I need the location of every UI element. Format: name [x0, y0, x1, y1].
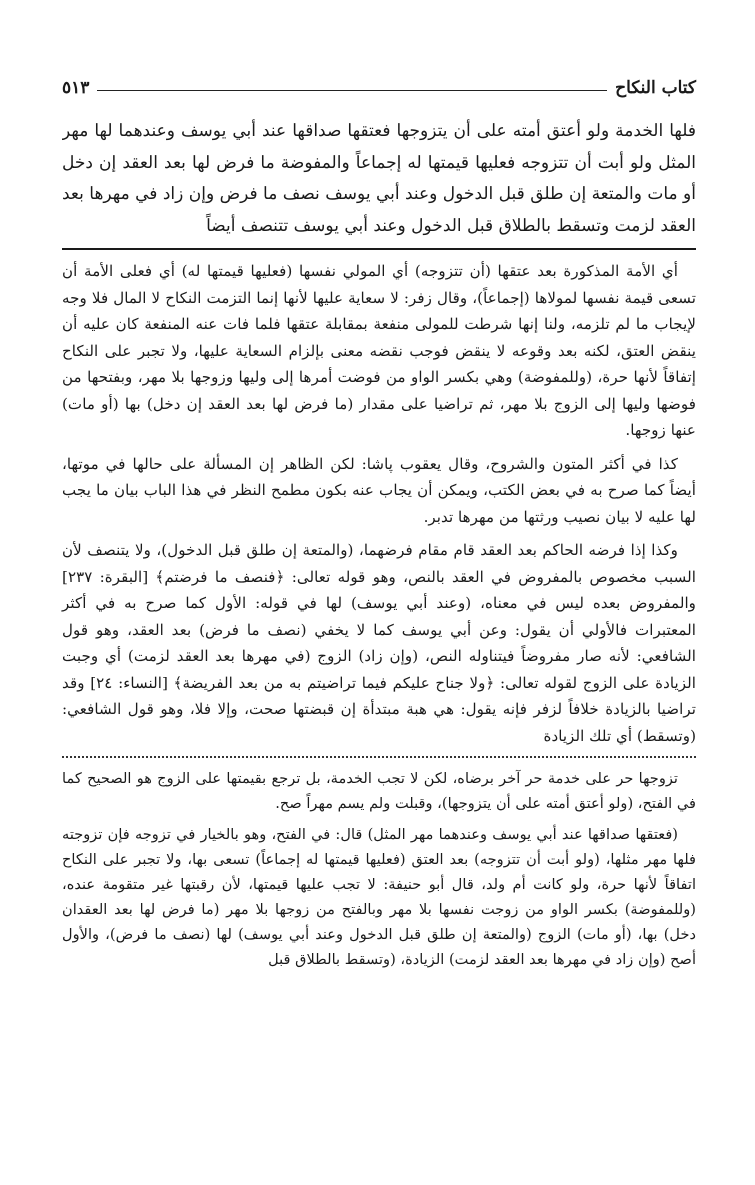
section-divider — [62, 248, 696, 250]
commentary — [62, 258, 696, 749]
main-text: فلها الخدمة ولو أعتق أمته على أن يتزوجها فعتقها صداقها عند أبي يوسف وعندهما لها مهر المثل ولو أبت أن تتزوجه فعليها قيمتها له إجماعاً والمفوضة ما فرض لها بعد العقد إن دخل أو مات والمتعة إن طلق قبل الدخول وعند أبي يوسف نصف ما فرض وإن زاد في مهرها بعد العقد لزمت وتسقط بالطلاق قبل الدخول وعند أبي يوسف تتنصف أيضاً — [62, 121, 696, 236]
footnote-section — [62, 766, 696, 972]
footnote-paragraph: (فعتقها صداقها عند أبي يوسف وعندهما مهر المثل) قال: في الفتح، وهو بالخيار في تزوجه فإن تزوجته فلها مهر مثلها، (ولو أبت أن تتزوجه) بعد العتق (فعليها قيمتها له إجماعاً) تسعى بها، ولا تجبر على النكاح اتفاقاً لأنها حرة، ولو كانت أم ولد، قال أبو حنيفة: لا تجب عليها قيمتها، لأن رقبتها غير متقومة عنده، (وللمفوضة) بكسر الواو من زوجت نفسها بلا مهر وبالفتح من زوجها بلا مهر (ما فرض لها بعد العقدان دخل) بها، (أو مات) الزوج (والمتعة إن طلق قبل الدخول وعند أبي يوسف) لها (نصف ما فرض)، والأول أصح (وإن زاد في مهرها بعد العقد لزمت) الزيادة، (وتسقط بالطلاق قبل — [62, 826, 696, 968]
document-page — [62, 70, 696, 978]
footnote-paragraph: تزوجها حر على خدمة حر آخر برضاه، لكن لا تجب الخدمة، بل ترجع بقيمتها على الزوج هو الصحيح كما في الفتح، (ولو أعتق أمته على أن يتزوجها)، وقبلت ولم يسم مهراً صح. — [62, 770, 696, 812]
running-header — [62, 70, 696, 106]
book-title: كتاب النكاح — [615, 78, 696, 98]
dotted-separator — [62, 756, 696, 758]
page-number: ٥١٣ — [62, 78, 90, 98]
commentary-paragraph: أي الأمة المذكورة بعد عتقها (أن تتزوجه) أي المولي نفسها (فعليها قيمتها له) أي فعلى الأمة أن تسعى قيمة نفسها لمولاها (إجماعاً)، وقال زفر: لا سعاية عليها لأنها إنما التزمت النكاح لا المال فلا وجه لإيجاب ما لم تلزمه، ولنا إنها شرطت للمولى منفعة بمقابلة عتقها فلما فات عنه المنفعة كان عليه أن ينقض العتق، لكنه بعد وقوعه لا ينقض فوجب نقضه معنى بإلزام السعاية عليها، ولا تجبر على النكاح إتفاقاً لأنها حرة، (وللمفوضة) وهي بكسر الواو من فوضت أمرها إلى وليها وزوجها بلا مهر، وبفتحها من فوضها وليها إلى الزوج بلا مهر، ثم تراضيا على مقدار (ما فرض لها بعد العقد إن دخل) بها (أو مات) عنها زوجها. — [62, 262, 696, 439]
header-rule — [97, 90, 607, 91]
commentary-paragraph: كذا في أكثر المتون والشروح، وقال يعقوب پاشا: لكن الظاهر إن المسألة على حالها في موتها، أيضاً كما صرح به في بعض الكتب، ويمكن أن يجاب عنه بكون مطمح النظر في هذا الباب بيان ما يجب لها عليه لا بيان نصيب ورثتها من مهرها تدبر. — [62, 454, 696, 526]
commentary-paragraph: وكذا إذا فرضه الحاكم بعد العقد قام مقام فرضهما، (والمتعة إن طلق قبل الدخول)، ولا يتنصف لأن السبب مخصوص بالمفروض في العقد بالنص، وهو قوله تعالى: ﴿فنصف ما فرضتم﴾ [البقرة: ٢٣٧] والمفروض بعده ليس في معناه، (وعند أبي يوسف) لها في قوله: الأول كما صرح به في أكثر المعتبرات فالأولي أن يقول: وعن أبي يوسف كما لا يخفي (نصف ما فرض) بعد العقد، وهو قول الشافعي: لأنه صار مفروضاً فيتناوله النص، (وإن زاد) الزوج (في مهرها بعد العقد لزمت) أي وجبت الزيادة على الزوج لقوله تعالى: ﴿ولا جناح عليكم فيما تراضيتم به من بعد الفريضة﴾ [النساء: ٢٤] وقد تراضيا بالزيادة خلافاً لزفر فإنه يقول: هي هبة مبتدأة إن قبضتها صحت، وإلا فلا، وهو قول الشافعي: (وتسقط) أي تلك الزيادة — [62, 541, 696, 745]
